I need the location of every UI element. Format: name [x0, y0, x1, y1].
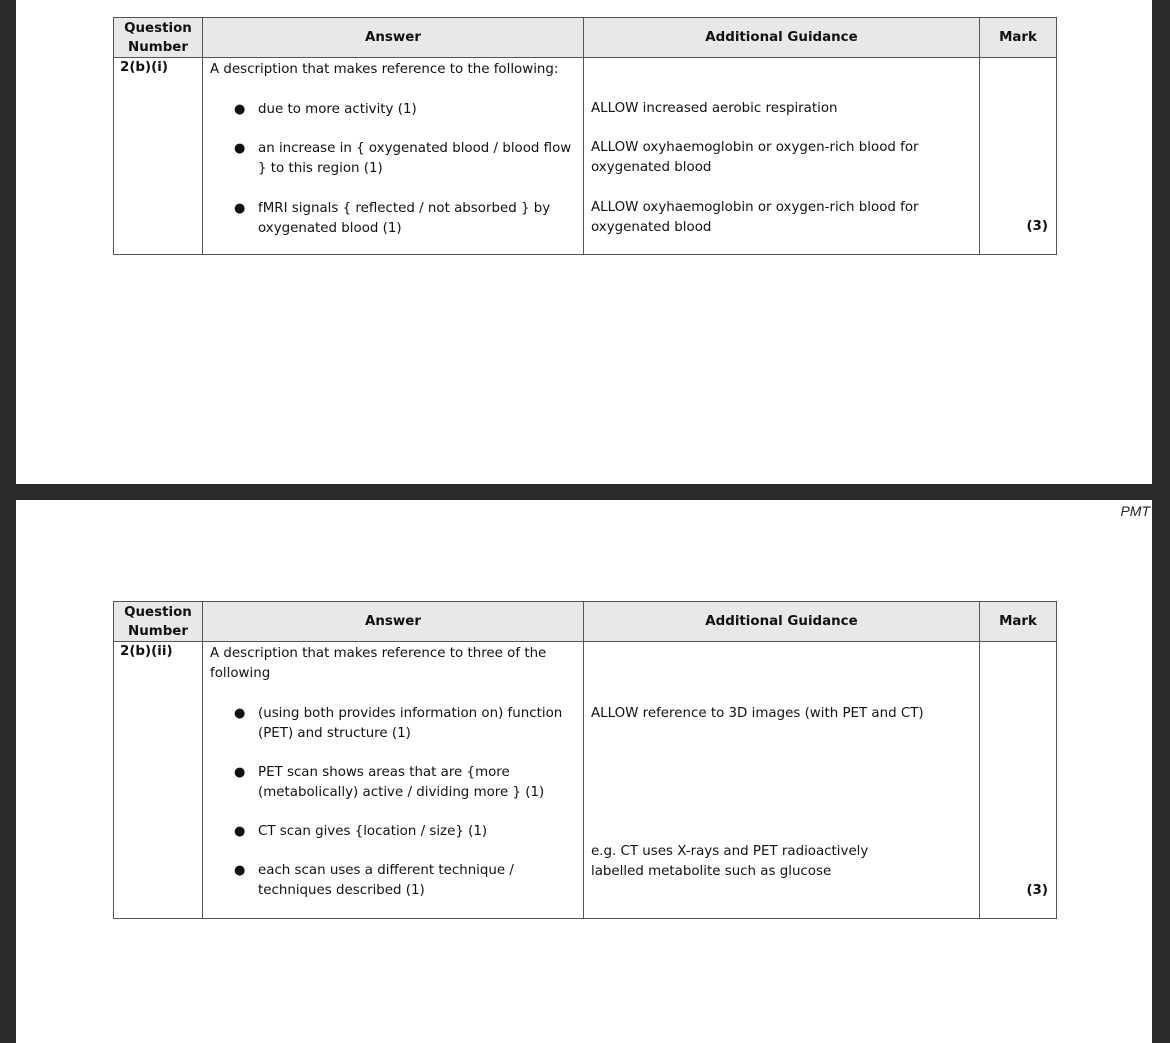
answer-point: CT scan gives {location / size} (1) [258, 824, 488, 839]
answer-point: an increase in { oxygenated blood / blood flow } to this region (1) [258, 141, 572, 176]
bullet-icon: ● [234, 824, 246, 839]
answer-point: each scan uses a different technique / techniques described (1) [258, 863, 514, 898]
guidance-item: ALLOW reference to 3D images (with PET and CT) [591, 706, 924, 721]
header-answer: Answer [203, 602, 584, 642]
list-item [210, 199, 583, 239]
list-item [210, 763, 569, 803]
list-item [210, 100, 583, 120]
mark-value: (3) [1026, 883, 1048, 898]
guidance-cell [584, 642, 980, 919]
answer-bullet-list [210, 704, 583, 901]
answer-point: due to more activity (1) [258, 102, 417, 117]
header-mark: Mark [980, 18, 1057, 58]
mark-scheme-table-1 [113, 17, 1057, 255]
header-answer: Answer [203, 18, 584, 58]
question-number: 2(b)(ii) [114, 642, 203, 919]
guidance-item: e.g. CT uses X-rays and PET radioactively labelled metabolite such as glucose [591, 844, 869, 879]
table-header-row [114, 602, 1057, 642]
document-page-1 [16, 0, 1152, 484]
header-guidance: Additional Guidance [584, 602, 980, 642]
document-page-2 [16, 500, 1152, 1043]
mark-cell [980, 642, 1057, 919]
answer-point: PET scan shows areas that are {more (metabolically) active / dividing more } (1) [258, 765, 545, 800]
answer-cell [203, 642, 584, 919]
bullet-icon: ● [234, 863, 246, 878]
header-question-number: Question Number [114, 602, 203, 642]
answer-cell [203, 58, 584, 255]
answer-point: fMRI signals { reflected / not absorbed } by oxygenated blood (1) [258, 201, 551, 236]
header-guidance: Additional Guidance [584, 18, 980, 58]
answer-intro: A description that makes reference to the following: [210, 62, 559, 77]
guidance-item: ALLOW oxyhaemoglobin or oxygen-rich blood for oxygenated blood [591, 140, 919, 175]
table-header-row [114, 18, 1057, 58]
question-number: 2(b)(i) [114, 58, 203, 255]
bullet-icon: ● [234, 706, 246, 721]
header-mark: Mark [980, 602, 1057, 642]
bullet-icon: ● [234, 765, 246, 780]
guidance-cell [584, 58, 980, 255]
list-item [210, 861, 569, 901]
mark-value: (3) [1026, 219, 1048, 234]
answer-bullet-list [210, 100, 583, 239]
bullet-icon: ● [234, 102, 246, 117]
answer-intro: A description that makes reference to three of the following [210, 646, 547, 681]
pmt-label: PMT [1120, 503, 1150, 519]
mark-scheme-table-2 [113, 601, 1057, 919]
list-item [210, 139, 583, 179]
list-item [210, 822, 569, 842]
guidance-item: ALLOW increased aerobic respiration [591, 101, 838, 116]
bullet-icon: ● [234, 141, 246, 156]
table-row [114, 642, 1057, 919]
mark-cell [980, 58, 1057, 255]
list-item [210, 704, 569, 744]
bullet-icon: ● [234, 201, 246, 216]
guidance-item: ALLOW oxyhaemoglobin or oxygen-rich blood for oxygenated blood [591, 200, 919, 235]
header-question-number: Question Number [114, 18, 203, 58]
answer-point: (using both provides information on) function (PET) and structure (1) [258, 706, 563, 741]
table-row [114, 58, 1057, 255]
